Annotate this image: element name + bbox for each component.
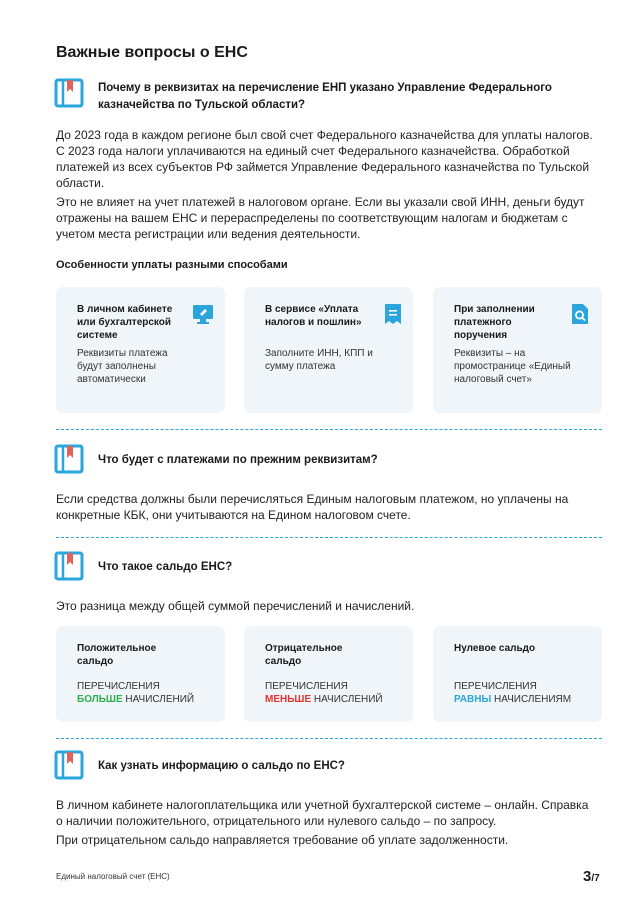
card-title: Положительное сальдо <box>77 643 157 667</box>
paragraph-q4-1: В личном кабинете налогоплательщика или учетной бухгалтерской системе – онлайн. Справка о наличии положительного, отрицательного или нулевого сальдо – по запросу. <box>56 798 589 828</box>
paragraph-q1-2: Это не влияет на учет платежей в налоговом органе. Если вы указали свой ИНН, деньги будут отражены на вашем ЕНС и перераспределены по соответствующим налогам и бюджетам с учетом места регистрации или ведения деятельности. <box>56 195 585 241</box>
card-rest: НАЧИСЛЕНИЙ <box>125 694 195 705</box>
question-title-3: Что такое сальдо ЕНС? <box>98 561 233 573</box>
saldo-card-zero <box>433 626 602 722</box>
card-title: В сервисе «Уплата налогов и пошлин» <box>265 304 362 328</box>
page-number <box>583 868 600 886</box>
footer-doc-title: Единый налоговый счет (ЕНС) <box>56 872 170 881</box>
card-text: Реквизиты платежа будут заполнены автоматически <box>77 348 168 385</box>
card-text: Реквизиты – на промостранице «Единый налоговый счет» <box>454 348 571 385</box>
page-total: /7 <box>591 873 600 884</box>
card-rest: НАЧИСЛЕНИЙ <box>313 694 383 705</box>
page-current: 3 <box>583 868 592 885</box>
book-icon <box>54 444 84 474</box>
card-title: Отрицательное сальдо <box>265 643 343 667</box>
card-title: В личном кабинете или бухгалтерской системе <box>77 304 173 341</box>
divider <box>56 738 602 739</box>
highlight-word: РАВНЫ <box>454 694 492 705</box>
card-text <box>265 680 415 706</box>
paragraph-q2-1: Если средства должны были перечисляться Единым налоговым платежом, но уплачены на конкретные КБК, они учитываются на Едином налоговом счете. <box>56 492 569 522</box>
divider <box>56 429 602 430</box>
method-card-cabinet <box>56 287 225 413</box>
question-title-1: Почему в реквизитах на перечисление ЕНП указано Управление Федерального казначейства по Тульской области? <box>98 82 552 111</box>
card-line1: ПЕРЕЧИСЛЕНИЯ <box>454 681 537 692</box>
receipt-icon <box>382 303 404 325</box>
question-title-2: Что будет с платежами по прежним реквизитам? <box>98 454 378 466</box>
paragraph-q3-1: Это разница между общей суммой перечислений и начислений. <box>56 599 415 613</box>
book-icon <box>54 750 84 780</box>
saldo-card-negative <box>244 626 413 722</box>
saldo-card-positive <box>56 626 225 722</box>
book-icon <box>54 78 84 108</box>
document-search-icon <box>569 303 591 325</box>
card-title: При заполнении платежного поручения <box>454 304 535 341</box>
highlight-word: БОЛЬШЕ <box>77 694 123 705</box>
methods-title: Особенности уплаты разными способами <box>56 259 288 271</box>
divider <box>56 537 602 538</box>
question-title-4: Как узнать информацию о сальдо по ЕНС? <box>98 760 345 772</box>
card-rest: НАЧИСЛЕНИЯМ <box>494 694 572 705</box>
card-text <box>77 680 227 706</box>
card-line1: ПЕРЕЧИСЛЕНИЯ <box>77 681 160 692</box>
paragraph-q4-2: При отрицательном сальдо направляется требование об уплате задолженности. <box>56 833 509 847</box>
card-text <box>454 680 604 706</box>
method-card-payment-order <box>433 287 602 413</box>
method-card-service <box>244 287 413 413</box>
card-text: Заполните ИНН, КПП и сумму платежа <box>265 348 373 372</box>
card-title: Нулевое сальдо <box>454 643 536 654</box>
page-title: Важные вопросы о ЕНС <box>56 44 248 61</box>
highlight-word: МЕНЬШЕ <box>265 694 312 705</box>
book-icon <box>54 551 84 581</box>
card-line1: ПЕРЕЧИСЛЕНИЯ <box>265 681 348 692</box>
monitor-icon <box>192 303 214 325</box>
paragraph-q1-1: До 2023 года в каждом регионе был свой счет Федерального казначейства для уплаты налогов. С 2023 года налоги уплачиваются на единый счет Федерального казначейства. Обработкой платежей из всех субъектов РФ займется Управление Федерального казначейства по Тульской области. <box>56 128 593 190</box>
